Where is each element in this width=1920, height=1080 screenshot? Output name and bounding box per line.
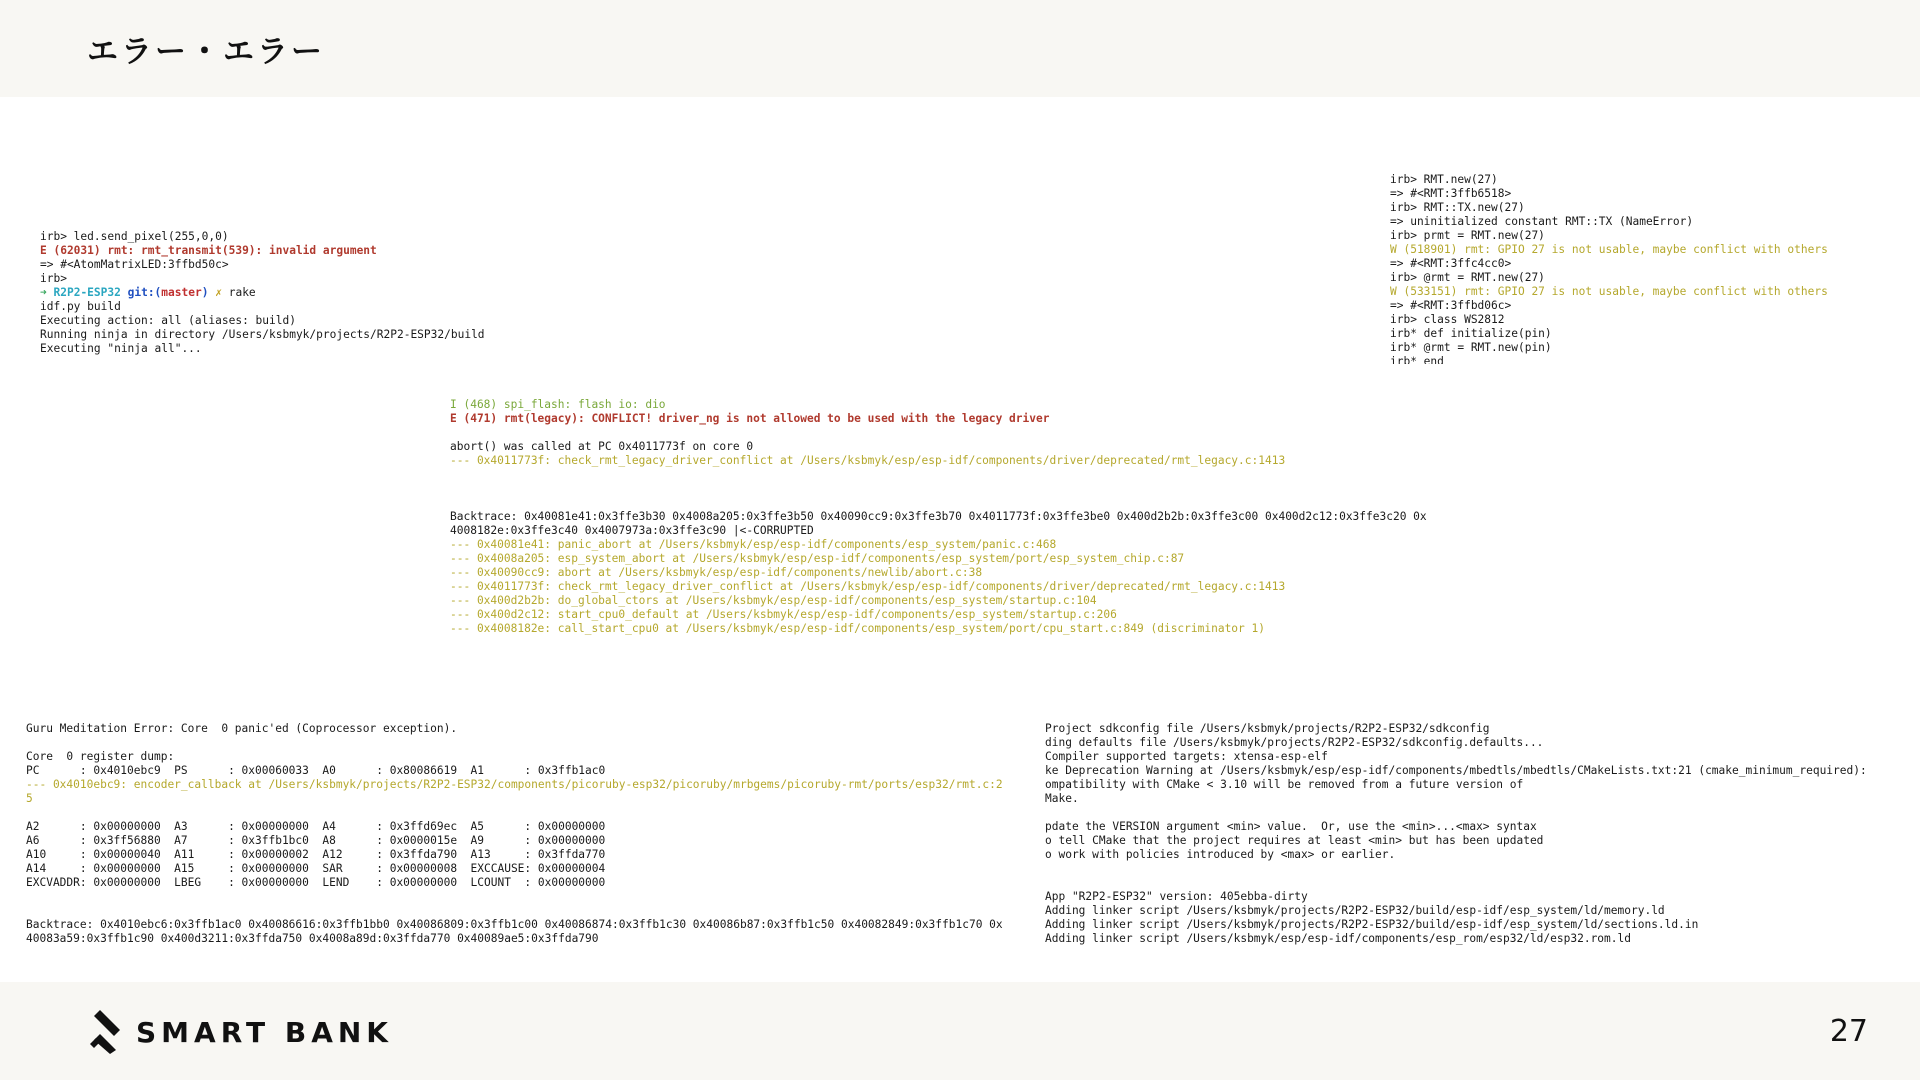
terminal-guru-meditation — [26, 715, 1044, 948]
terminal-line: irb* @rmt = RMT.new(pin) — [1390, 341, 1552, 354]
terminal-line — [450, 468, 1470, 482]
terminal-line: irb> RMT::TX.new(27) — [1390, 201, 1525, 214]
terminal-cmake-build — [1045, 715, 1920, 948]
terminal-line: 4008182e:0x3ffe3c40 0x4007973a:0x3ffe3c90 |<-CORRUPTED — [450, 524, 814, 537]
terminal-line: abort() was called at PC 0x4011773f on core 0 — [450, 440, 754, 453]
terminal-line: --- 0x40081e41: panic_abort at /Users/ksbmyk/esp/esp-idf/components/esp_system/panic.c:468 — [450, 538, 1057, 551]
terminal-irb-rmt — [1390, 166, 1918, 364]
terminal-line: => #<RMT:3ffc4cc0> — [1390, 257, 1512, 270]
terminal-line: o tell CMake that the project requires at least <min> but has been updated — [1045, 834, 1544, 847]
prompt-command: rake — [228, 286, 256, 299]
terminal-line: A14 : 0x00000000 A15 : 0x00000000 SAR : 0x00000008 EXCCAUSE: 0x00000004 — [26, 862, 606, 875]
terminal-line: irb* end — [1390, 355, 1444, 364]
terminal-line: --- 0x40090cc9: abort at /Users/ksbmyk/esp/esp-idf/components/newlib/abort.c:38 — [450, 566, 983, 579]
smart-bank-logo-icon — [90, 1010, 124, 1054]
terminal-line: --- 0x4011773f: check_rmt_legacy_driver_conflict at /Users/ksbmyk/esp/esp-idf/components/driver/deprecated/rmt_legacy.c:1413 — [450, 580, 1286, 593]
terminal-line: --- 0x4008a205: esp_system_abort at /Users/ksbmyk/esp/esp-idf/components/esp_system/port/esp_system_chip.c:87 — [450, 552, 1185, 565]
terminal-line: irb> — [40, 272, 67, 285]
terminal-line: Backtrace: 0x4010ebc6:0x3ffb1ac0 0x40086616:0x3ffb1bb0 0x40086809:0x3ffb1c00 0x40086874:0x3ffb1c30 0x40086b87:0x3ffb1c50 0x40082849:0x3ffb1c70 0x — [26, 918, 1003, 931]
prompt-repo: R2P2-ESP32 — [53, 286, 121, 299]
terminal-line — [450, 426, 1470, 440]
terminal-line — [26, 806, 1044, 820]
terminal-line: 5 — [26, 792, 33, 805]
terminal-rmt-conflict-abort — [450, 398, 1470, 638]
terminal-line — [450, 482, 1470, 496]
terminal-line: Project sdkconfig file /Users/ksbmyk/projects/R2P2-ESP32/sdkconfig — [1045, 722, 1490, 735]
terminal-line — [450, 496, 1470, 510]
terminal-line: I (468) spi_flash: flash io: dio — [450, 398, 666, 411]
terminal-line: => uninitialized constant RMT::TX (NameError) — [1390, 215, 1694, 228]
terminal-line: irb> @rmt = RMT.new(27) — [1390, 271, 1545, 284]
terminal-line: W (533151) rmt: GPIO 27 is not usable, maybe conflict with others — [1390, 285, 1828, 298]
prompt-git-close: ) — [201, 286, 209, 299]
terminal-line: A10 : 0x00000040 A11 : 0x00000002 A12 : 0x3ffda790 A13 : 0x3ffda770 — [26, 848, 606, 861]
terminal-line: Executing action: all (aliases: build) — [40, 314, 296, 327]
prompt-arrow-icon: ➜ — [40, 286, 47, 299]
terminal-line: o work with policies introduced by <max> or earlier. — [1045, 848, 1396, 861]
page-number: 27 — [1829, 1014, 1868, 1049]
terminal-line: PC : 0x4010ebc9 PS : 0x00060033 A0 : 0x80086619 A1 : 0x3ffb1ac0 — [26, 764, 606, 777]
terminal-line — [26, 904, 1044, 918]
terminal-line: Running ninja in directory /Users/ksbmyk/projects/R2P2-ESP32/build — [40, 328, 485, 341]
terminal-line: irb* def initialize(pin) — [1390, 327, 1552, 340]
terminal-line: Make. — [1045, 792, 1079, 805]
slide-title: エラー・エラー — [87, 34, 325, 70]
prompt-git-label: git:( — [127, 286, 162, 299]
terminal-line: irb> prmt = RMT.new(27) — [1390, 229, 1545, 242]
terminal-line: --- 0x4010ebc9: encoder_callback at /Users/ksbmyk/projects/R2P2-ESP32/components/picoruby-esp32/picoruby/mrbgems/picoruby-rmt/ports/esp32/rmt.c:2 — [26, 778, 1003, 791]
slide-header — [0, 0, 1920, 97]
terminal-line: ompatibility with CMake < 3.10 will be removed from a future version of — [1045, 778, 1524, 791]
terminal-line: idf.py build — [40, 300, 121, 313]
terminal-line: W (518901) rmt: GPIO 27 is not usable, maybe conflict with others — [1390, 243, 1828, 256]
terminal-line: Adding linker script /Users/ksbmyk/projects/R2P2-ESP32/build/esp-idf/esp_system/ld/memory.ld — [1045, 904, 1665, 917]
terminal-line-cropped — [1390, 166, 1918, 173]
prompt-dirty-icon: ✗ — [215, 286, 222, 299]
terminal-irb-led — [40, 230, 580, 360]
terminal-line: Executing "ninja all"... — [40, 342, 202, 355]
terminal-line: => #<RMT:3ffbd06c> — [1390, 299, 1512, 312]
terminal-line: A2 : 0x00000000 A3 : 0x00000000 A4 : 0x3ffd69ec A5 : 0x00000000 — [26, 820, 606, 833]
terminal-line — [26, 736, 1044, 750]
terminal-line: Adding linker script /Users/ksbmyk/esp/esp-idf/components/esp_rom/esp32/ld/esp32.rom.ld — [1045, 932, 1631, 945]
terminal-line: A6 : 0x3ff56880 A7 : 0x3ffb1bc0 A8 : 0x0000015e A9 : 0x00000000 — [26, 834, 606, 847]
terminal-line: irb> RMT.new(27) — [1390, 173, 1498, 186]
terminal-line: Backtrace: 0x40081e41:0x3ffe3b30 0x4008a205:0x3ffe3b50 0x40090cc9:0x3ffe3b70 0x4011773f:0x3ffe3be0 0x400d2b2b:0x3ffe3c00 0x400d2c12:0x3ffe3c20 0x — [450, 510, 1427, 523]
terminal-line: --- 0x400d2c12: start_cpu0_default at /Users/ksbmyk/esp/esp-idf/components/esp_system/startup.c:206 — [450, 608, 1117, 621]
terminal-line: => #<AtomMatrixLED:3ffbd50c> — [40, 258, 229, 271]
terminal-line: ke Deprecation Warning at /Users/ksbmyk/esp/esp-idf/components/mbedtls/mbedtls/CMakeLists.txt:21 (cmake_minimum_required): — [1045, 764, 1867, 777]
terminal-line: --- 0x400d2b2b: do_global_ctors at /Users/ksbmyk/esp/esp-idf/components/esp_system/startup.c:104 — [450, 594, 1097, 607]
smart-bank-logo — [90, 1010, 393, 1054]
terminal-line: irb> led.send_pixel(255,0,0) — [40, 230, 229, 243]
terminal-line: Guru Meditation Error: Core 0 panic'ed (Coprocessor exception). — [26, 722, 458, 735]
terminal-line: E (471) rmt(legacy): CONFLICT! driver_ng is not allowed to be used with the legacy driver — [450, 412, 1050, 425]
prompt-branch: master — [161, 286, 202, 299]
terminal-line: E (62031) rmt: rmt_transmit(539): invalid argument — [40, 244, 377, 257]
terminal-line: Adding linker script /Users/ksbmyk/projects/R2P2-ESP32/build/esp-idf/esp_system/ld/sections.ld.in — [1045, 918, 1699, 931]
terminal-line — [1045, 876, 1920, 890]
terminal-line: --- 0x4011773f: check_rmt_legacy_driver_conflict at /Users/ksbmyk/esp/esp-idf/components/driver/deprecated/rmt_legacy.c:1413 — [450, 454, 1286, 467]
terminal-line-cropped — [1045, 715, 1920, 722]
terminal-line: ding defaults file /Users/ksbmyk/projects/R2P2-ESP32/sdkconfig.defaults... — [1045, 736, 1544, 749]
terminal-line: pdate the VERSION argument <min> value. Or, use the <min>...<max> syntax — [1045, 820, 1537, 833]
terminal-line: => #<RMT:3ffb6518> — [1390, 187, 1512, 200]
terminal-line — [1045, 806, 1920, 820]
terminal-line: Core 0 register dump: — [26, 750, 175, 763]
terminal-line — [1045, 862, 1920, 876]
terminal-line: Compiler supported targets: xtensa-esp-elf — [1045, 750, 1328, 763]
terminal-line: --- 0x4008182e: call_start_cpu0 at /Users/ksbmyk/esp/esp-idf/components/esp_system/port/cpu_start.c:849 (discriminator 1) — [450, 622, 1265, 635]
smart-bank-logo-text: SMART BANK — [136, 1015, 393, 1049]
terminal-line: 40083a59:0x3ffb1c90 0x400d3211:0x3ffda750 0x4008a89d:0x3ffda770 0x40089ae5:0x3ffda790 — [26, 932, 599, 945]
terminal-line-cropped — [26, 715, 1044, 722]
terminal-line — [40, 286, 580, 300]
terminal-line: irb> class WS2812 — [1390, 313, 1505, 326]
terminal-line: App "R2P2-ESP32" version: 405ebba-dirty — [1045, 890, 1308, 903]
terminal-line — [26, 890, 1044, 904]
terminal-line: EXCVADDR: 0x00000000 LBEG : 0x00000000 LEND : 0x00000000 LCOUNT : 0x00000000 — [26, 876, 606, 889]
